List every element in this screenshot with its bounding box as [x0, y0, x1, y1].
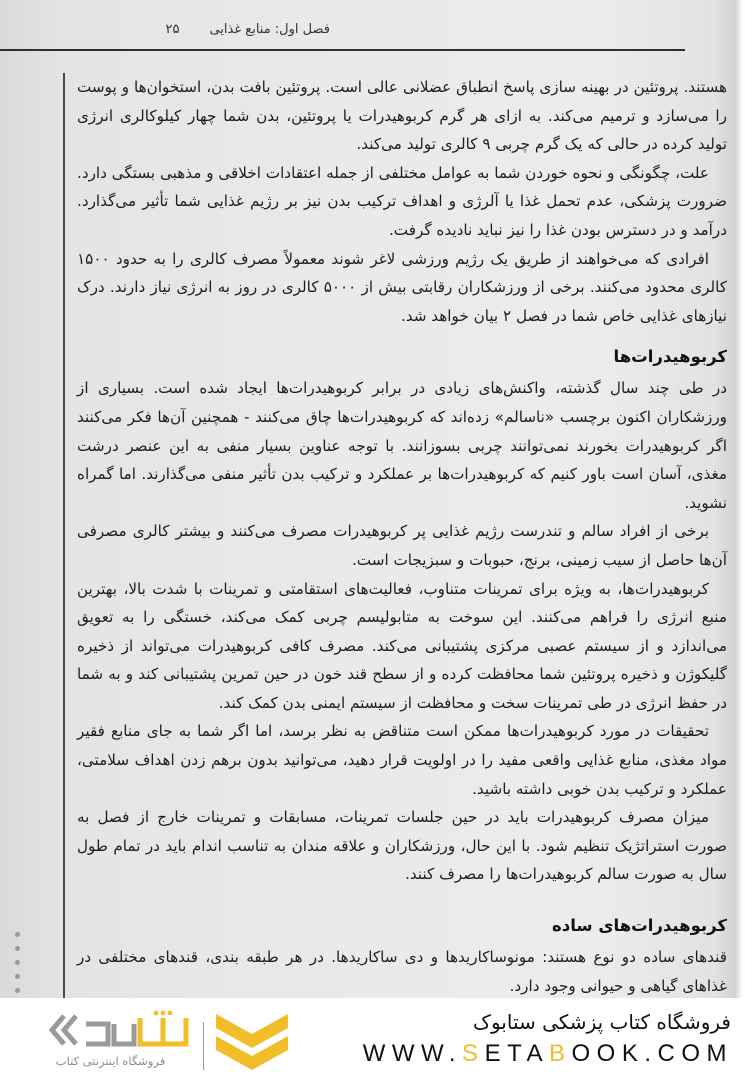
header-rule [0, 49, 685, 51]
binding-holes [15, 932, 20, 993]
margin-rule [63, 73, 65, 998]
chapter-title: فصل اول: منابع غذایی [209, 22, 330, 37]
body-text [77, 73, 727, 998]
paragraph: کربوهیدرات‌ها، به ویژه برای تمرینات متناوب، فعالیت‌های استقامتی و تمرینات با شدت بالا، بهترین منبع انرژی را فراهم می‌کنند. این سوخت به متابولیسم چربی کمک می‌کند، خستگی را به تعویق می‌اندازد و از سیستم عصبی مرکزی پشتیبانی می‌کند. مصرف کافی کربوهیدرات می‌تواند از ذخیره گلیکوژن و ذخیره پروتئین شما محافظت کرده و از سطح قند خون در حین تمرین پشتیبانی کند و به شما در حفظ انرژی در طی تمرینات سخت و محافظت از سیستم ایمنی بدن کمک کند. [77, 579, 727, 712]
url-part: OOK.COM [571, 1040, 733, 1067]
section-heading-carbohydrates: کربوهیدرات‌ها [613, 347, 727, 367]
running-header [80, 22, 330, 37]
page-number: ۲۵ [165, 22, 180, 37]
logo-tagline: فروشگاه اینترنتی کتاب [55, 1054, 166, 1068]
url-accent-letter: S [462, 1040, 485, 1067]
paragraph: علت، چگونگی و نحوه خوردن شما به عوامل مختلفی از جمله اعتقادات اخلاقی و مذهبی بستگی دارد. ضرورت پزشکی، عدم تحمل غذا یا آلرژی و اهداف ترکیب بدن نیز بر رژیم غذایی شما تأثیر می‌گذارد. درآمد و در دسترس بودن غذا را نیز نباید نادیده گرفت. [77, 163, 727, 239]
logo-divider [203, 1022, 204, 1070]
store-name: فروشگاه کتاب پزشکی ستابوک [473, 1010, 731, 1034]
binding-hole [15, 946, 20, 951]
binding-hole [15, 988, 20, 993]
url-part: WWW. [362, 1040, 463, 1067]
binding-hole [15, 932, 20, 937]
chevron-emblem-icon [216, 1014, 288, 1070]
paragraph: تحقیقات در مورد کربوهیدرات‌ها ممکن است متناقض به نظر برسد، اما اگر شما به جای منابع فقیر مواد مغذی، منابع غذایی واقعی مفید را در اولویت قرار دهید، می‌توانید بدون برهم زدن اهداف سلامتی، عملکرد و ترکیب بدن خوبی داشته باشید. [77, 722, 727, 798]
binding-hole [15, 974, 20, 979]
url-accent-letter: B [548, 1040, 572, 1067]
paragraph: افرادی که می‌خواهند از طریق یک رژیم ورزشی لاغر شوند معمولاً مصرف کالری را به حدود ۱۵۰۰ کالری محدود می‌کنند. برخی از ورزشکاران رقابتی بیش از ۵۰۰۰ کالری در روز به انرژی نیاز دارند. درک نیازهای غذایی خاص شما در فصل ۲ بیان خواهد شد. [77, 249, 727, 325]
url-part: ETA [484, 1040, 549, 1067]
setabook-wordmark-icon [42, 1010, 192, 1052]
setabook-logo [28, 1008, 288, 1074]
paragraph: برخی از افراد سالم و تندرست رژیم غذایی پر کربوهیدرات مصرف می‌کنند و بیشتر کالری مصرفی آن‌ها حاصل از سیب زمینی، برنج، حبوبات و سبزیجات است. [77, 522, 727, 569]
section-heading-simple-carbohydrates: کربوهیدرات‌های ساده [552, 916, 727, 936]
store-url[interactable] [363, 1040, 733, 1068]
paragraph: میزان مصرف کربوهیدرات باید در حین جلسات تمرینات، مسابقات و تمرینات خارج از فصل به صورت استراتژیک تنظیم شود. با این حال، ورزشکاران و علاقه مندان به تناسب اندام باید در تمام طول سال به صورت سالم کربوهیدرات‌ها را مصرف کنند. [77, 808, 727, 884]
paragraph: در طی چند سال گذشته، واکنش‌های زیادی در برابر کربوهیدرات‌ها ایجاد شده است. بسیاری از ورزشکاران اکنون برچسب «ناسالم» زده‌اند که کربوهیدرات‌ها چاق می‌کنند - همچنین آن‌ها فکر می‌کنند اگر کربوهیدرات بخورند نمی‌توانند چربی بسوزانند. با توجه عناوین بسیار منفی به این عنصر درشت مغذی، آسان است باور کنیم که کربوهیدرات‌ها بر عملکرد و ترکیب بدن تأثیر منفی می‌گذارند. اما گمراه نشوید. [77, 379, 727, 512]
binding-hole [15, 960, 20, 965]
paragraph: قندهای ساده دو نوع هستند: مونوساکاریدها و دی ساکاریدها. در هر طبقه بندی، قندهای مختلفی در غذاهای گیاهی و حیوانی وجود دارد. [77, 948, 727, 995]
watermark-footer [0, 998, 745, 1080]
paragraph: هستند. پروتئین در بهینه سازی پاسخ انطباق عضلانی عالی است. پروتئین بافت بدن، استخوان‌ها و پوست را می‌سازد و ترمیم می‌کند. به ازای هر گرم کربوهیدرات یا پروتئین، بدن شما چهار کیلوکالری انرژی تولید کرده در حالی که یک گرم چربی ۹ کالری تولید می‌کند. [77, 78, 727, 154]
